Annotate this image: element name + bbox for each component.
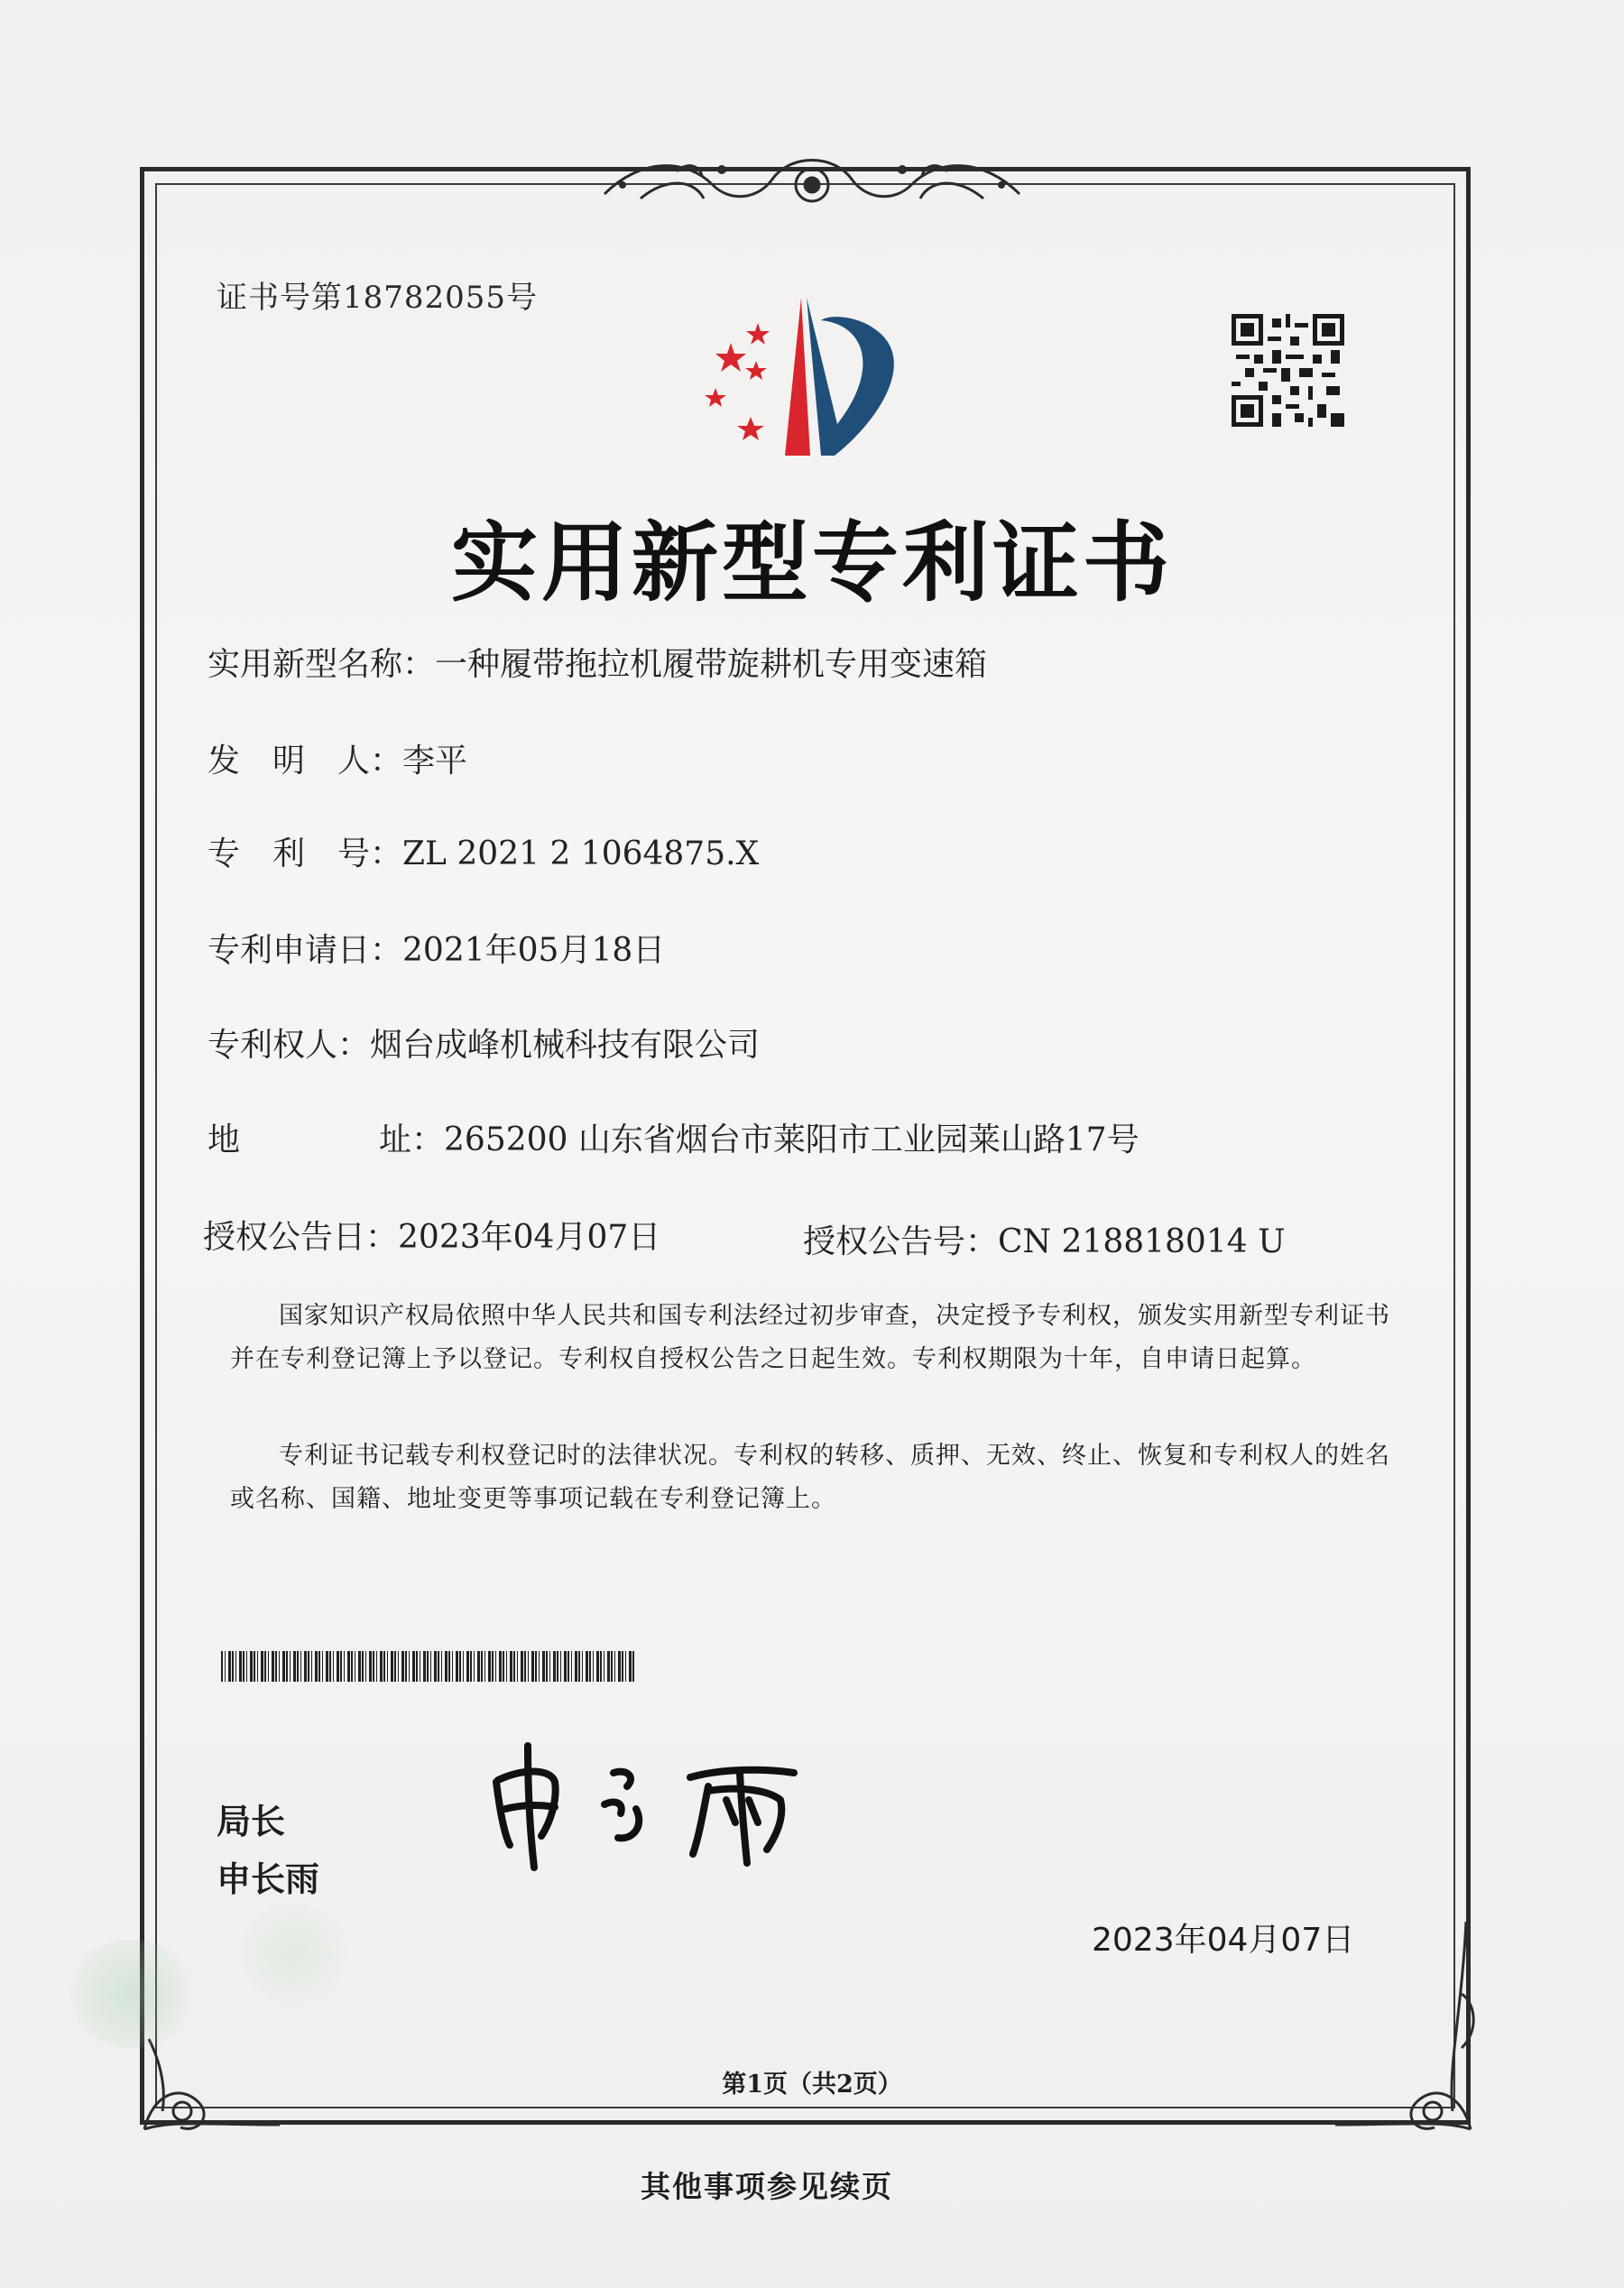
field-patentee	[208, 1019, 760, 1066]
field-address	[208, 1114, 1140, 1160]
field-patent-number	[208, 828, 759, 874]
barcode	[221, 1651, 634, 1682]
stamp-mark-2	[235, 1904, 352, 2003]
address-label-part2: 址：	[379, 1121, 445, 1158]
field-utility-model-name	[208, 639, 987, 685]
top-ornament-icon	[586, 144, 1038, 226]
address-label-part1: 地	[208, 1121, 241, 1158]
footer-note: 其他事项参见续页	[641, 2169, 893, 2204]
patent-number-label: 专 利 号：	[208, 835, 403, 872]
cnipa-emblem-icon	[695, 289, 929, 469]
inventor-label: 发 明 人：	[208, 743, 403, 780]
grant-date-label: 授权公告日：	[203, 1219, 399, 1256]
field-inventor	[208, 735, 467, 781]
filing-date-label: 专利申请日：	[208, 932, 403, 969]
patentee-value: 烟台成峰机械科技有限公司	[370, 1027, 761, 1064]
grant-number-label: 授权公告号：	[803, 1223, 999, 1260]
qr-code-icon	[1232, 314, 1344, 427]
field-grant-number	[803, 1216, 1285, 1262]
stamp-mark	[63, 1940, 198, 2048]
patentee-label: 专利权人：	[208, 1027, 371, 1064]
utility-model-name-label: 实用新型名称：	[208, 646, 436, 683]
field-grant-date	[203, 1212, 660, 1258]
address-value: 265200 山东省烟台市莱阳市工业园莱山路17号	[444, 1121, 1140, 1158]
utility-model-name-value: 一种履带拖拉机履带旋耕机专用变速箱	[435, 646, 988, 683]
page-info: 第1页（共2页）	[722, 2071, 902, 2099]
grant-date-value: 2023年04月07日	[398, 1219, 661, 1256]
statement-paragraph-2: 专利证书记载专利权登记时的法律状况。专利权的转移、质押、无效、终止、恢复和专利权人的姓名或名称、国籍、地址变更等事项记载在专利登记簿上。	[230, 1442, 1390, 1513]
certificate-number: 证书号第18782055号	[217, 280, 539, 316]
issue-date: 2023年04月07日	[1092, 1922, 1355, 1959]
statement-paragraph-1: 国家知识产权局依照中华人民共和国专利法经过初步审查，决定授予专利权，颁发实用新型专利证书并在专利登记簿上予以登记。专利权自授权公告之日起生效。专利权期限为十年，自申请日起算。	[230, 1302, 1390, 1373]
patent-number-value: ZL 2021 2 1064875.X	[402, 835, 760, 872]
field-filing-date	[208, 925, 665, 971]
grant-number-value: CN 218818014 U	[998, 1223, 1286, 1260]
document-title: 实用新型专利证书	[451, 512, 1173, 614]
inventor-value: 李平	[402, 743, 468, 780]
handwritten-signature-icon	[478, 1737, 839, 1872]
signature-name: 申长雨	[217, 1859, 320, 1899]
filing-date-value: 2021年05月18日	[402, 932, 666, 969]
signature-title: 局长	[217, 1802, 286, 1841]
